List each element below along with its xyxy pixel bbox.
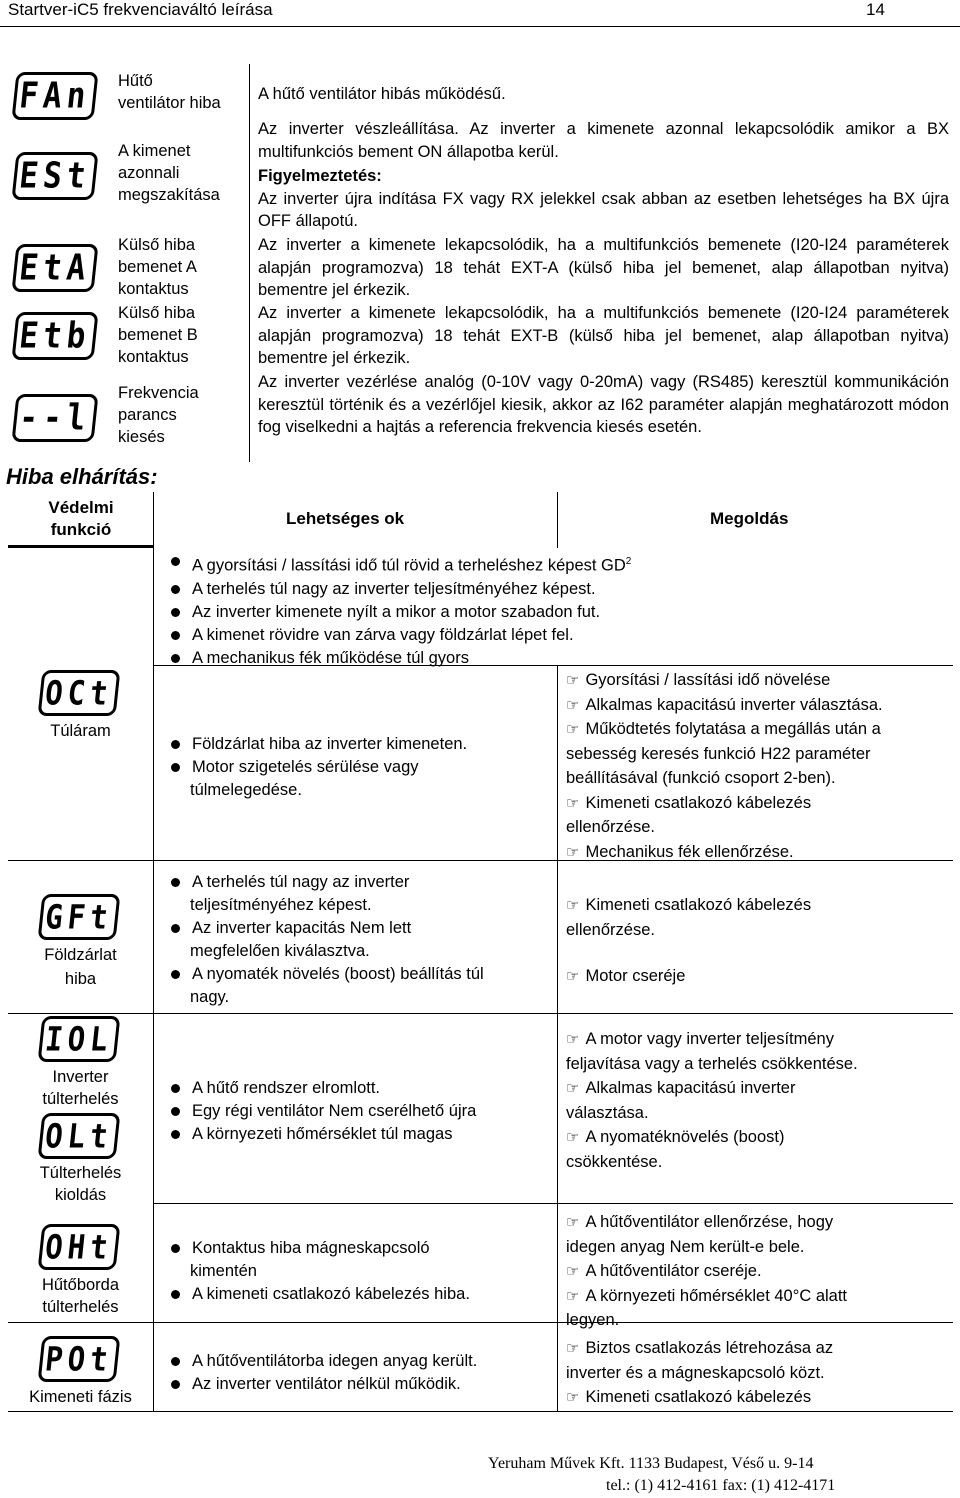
list-item: Egy régi ventilátor Nem cserélhető újra xyxy=(158,1100,553,1123)
output-phase-solutions: ☞ Biztos csatlakozás létrehozása az inverter és a mágneskapcsoló közt. ☞ Kimeneti csatlakozó kábelezés xyxy=(566,1336,833,1410)
list-item: Motor szigetelés sérülése vagy xyxy=(158,756,553,779)
pointing-hand-icon: ☞ xyxy=(566,1128,580,1146)
output-phase-display-icon: POt xyxy=(38,1336,121,1382)
pointing-hand-icon: ☞ xyxy=(566,842,580,861)
ext-b-display-icon: Etb xyxy=(11,312,98,360)
top-table-divider xyxy=(249,64,250,462)
overcurrent-display-icon: OCt xyxy=(38,670,121,716)
fan-fault-display-icon: FAn xyxy=(11,72,98,120)
heatsink-overheat-label: Hűtőborda túlterhelés xyxy=(41,1276,120,1316)
overcurrent-solutions: ☞ Gyorsítási / lassítási idő növelése ☞ Alkalmas kapacitású inverter választása. ☞ Működtetés folytatása a megállás után a sebesség keresés funkció H22 paraméter beállításával (funkció csoport 2-ben). ☞ Kimeneti csatlakozó kábelezés ellenőrzése. ☞ Mechanikus fék ellenőrzése. xyxy=(566,668,883,864)
pointing-hand-icon: ☞ xyxy=(566,720,580,738)
list-item: A terhelés túl nagy az inverter xyxy=(158,871,553,894)
table-bottom-line xyxy=(8,1411,953,1412)
list-item: A mechanikus fék működése túl gyors xyxy=(158,647,758,670)
output-phase-label: Kimeneti fázis xyxy=(29,1388,132,1406)
row-divider-4 xyxy=(153,1203,953,1204)
pointing-hand-icon: ☞ xyxy=(566,695,580,714)
list-item: Az inverter ventilátor nélkül működik. xyxy=(158,1373,553,1396)
pointing-hand-icon: ☞ xyxy=(566,793,580,812)
heatsink-overheat-causes xyxy=(158,1237,553,1306)
overload-trip-label: Túlterhelés kioldás xyxy=(39,1164,122,1204)
pointing-hand-icon: ☞ xyxy=(566,1339,580,1357)
ground-fault-label: Földzárlat hiba xyxy=(44,946,117,988)
list-item: A környezeti hőmérséklet túl magas xyxy=(158,1123,553,1146)
warning-text: Az inverter újra indítása FX vagy RX jelekkel csak abban az esetben lehetséges ha BX újra OFF állapotú. xyxy=(258,189,949,230)
pointing-hand-icon: ☞ xyxy=(566,1030,580,1048)
pointing-hand-icon: ☞ xyxy=(566,671,580,689)
overload-solutions: ☞ A motor vagy inverter teljesítmény feljavítása vagy a terhelés csökkentése. ☞ Alkalmas kapacitású inverter választása. ☞ A nyomatéknövelés (boost) csökkentése. xyxy=(566,1027,858,1174)
estop-label: A kimenet azonnali megszakítása xyxy=(118,142,220,204)
ground-fault-solutions: ☞ Kimeneti csatlakozó kábelezés ellenőrzése. ☞ Motor cseréje xyxy=(566,893,811,989)
inverter-overload-display-icon: IOL xyxy=(38,1016,121,1062)
warning-title: Figyelmeztetés: xyxy=(258,167,382,185)
overcurrent-general-causes xyxy=(158,550,758,670)
list-item-continuation: kimentén xyxy=(190,1262,257,1280)
col-header-function: Védelmi funkció xyxy=(48,498,114,539)
output-phase-causes xyxy=(158,1350,553,1396)
pointing-hand-icon: ☞ xyxy=(566,1262,580,1280)
pointing-hand-icon: ☞ xyxy=(566,896,580,914)
ext-b-description: Az inverter a kimenete lekapcsolódik, ha a multifunkciós bemenete (I20-I24 paraméterek alapján programozva) 18 tehát EXT-B (külső hiba jel bemenet, alap állapotban nyitva) bementre jel érkezik. xyxy=(258,304,949,367)
overcurrent-label: Túláram xyxy=(50,722,111,740)
list-item-continuation: megfelelően kiválasztva. xyxy=(190,942,370,960)
list-item: A hűtőventilátorba idegen anyag került. xyxy=(158,1350,553,1373)
header-divider xyxy=(0,26,960,27)
list-item-continuation: teljesítményéhez képest. xyxy=(190,896,372,914)
overload-causes xyxy=(158,1077,553,1146)
list-item: Az inverter kimenete nyílt a mikor a motor szabadon fut. xyxy=(158,601,758,624)
pointing-hand-icon: ☞ xyxy=(566,1213,580,1231)
col-header-solution: Megoldás xyxy=(710,509,789,528)
estop-description: Az inverter vészleállítása. Az inverter a kimenete azonnal lekapcsolódik amikor a BX multifunkciós bement ON állapotba kerül. Figyelmeztetés: Az inverter újra indítása FX vagy RX jelekkel csak abban az esetben lehetséges ha BX újra OFF állapotú. xyxy=(258,118,949,233)
ground-fault-display-icon: GFt xyxy=(38,894,121,940)
header-underline xyxy=(8,545,153,548)
causes-col-divider xyxy=(557,665,558,1412)
heatsink-overheat-display-icon: OHt xyxy=(38,1224,121,1270)
document-title: Startver-iC5 frekvenciaváltó leírása xyxy=(8,0,273,19)
freq-loss-label: Frekvencia parancs kiesés xyxy=(118,384,199,446)
list-item-continuation: nagy. xyxy=(190,988,230,1006)
list-item: A gyorsítási / lassítási idő túl rövid a terheléshez képest $GD^2$ xyxy=(158,550,758,578)
list-item: A kimeneti csatlakozó kábelezés hiba. xyxy=(158,1283,553,1306)
pointing-hand-icon: ☞ xyxy=(566,1079,580,1097)
ext-a-description: Az inverter a kimenete lekapcsolódik, ha a multifunkciós bemenete (I20-I24 paraméterek alapján programozva) 18 tehát EXT-A (külső hiba jel bemenet, alap állapotban nyitva) bementre jel érkezik. xyxy=(258,236,949,299)
footer-contact: tel.: (1) 412-4161 fax: (1) 412-4171 xyxy=(606,1477,836,1494)
function-col-divider xyxy=(153,492,154,1412)
ext-b-label: Külső hiba bemenet B kontaktus xyxy=(118,304,198,366)
overload-trip-display-icon: OLt xyxy=(38,1113,121,1159)
col-header-causes: Lehetséges ok xyxy=(286,509,405,528)
ground-fault-causes xyxy=(158,871,553,1009)
header-col-divider xyxy=(557,492,558,548)
list-item: A kimenet rövidre van zárva vagy földzárlat lépet fel. xyxy=(158,624,758,647)
page-number: 14 xyxy=(866,0,885,19)
fan-fault-label: Hűtő ventilátor hiba xyxy=(118,72,221,112)
freq-loss-display-icon: --l xyxy=(11,394,98,442)
ext-a-display-icon: EtA xyxy=(11,244,98,292)
troubleshooting-title: Hiba elhárítás: xyxy=(6,464,158,489)
overcurrent-causes xyxy=(158,733,553,802)
freq-loss-description: Az inverter vezérlése analóg (0-10V vagy 0-20mA) vagy (RS485) keresztül kommunikáción keresztül történik és a vezérlőjel kiesik, akkor az I62 paraméter alapján meghatározott módon fog viselkedni a hajtás a referencia frekvencia kiesés esetén. xyxy=(258,373,949,436)
inverter-overload-label: Inverter túlterhelés xyxy=(42,1068,119,1108)
list-item: Földzárlat hiba az inverter kimeneten. xyxy=(158,733,553,756)
footer-address: Yeruham Művek Kft. 1133 Budapest, Véső u. 9-14 xyxy=(488,1455,814,1472)
pointing-hand-icon: ☞ xyxy=(566,967,580,985)
estop-display-icon: ESt xyxy=(11,152,98,200)
list-item: A nyomaték növelés (boost) beállítás túl xyxy=(158,963,553,986)
pointing-hand-icon: ☞ xyxy=(566,1286,580,1305)
list-item-continuation: túlmelegedése. xyxy=(190,781,302,799)
fan-fault-description: A hűtő ventilátor hibás működésű. xyxy=(258,85,506,103)
list-item: A terhelés túl nagy az inverter teljesítményéhez képest. xyxy=(158,578,758,601)
heatsink-overheat-solutions: ☞ A hűtőventilátor ellenőrzése, hogy idegen anyag Nem került-e bele. ☞ A hűtőventilátor cseréje. ☞ A környezeti hőmérséklet 40°C alatt legyen. xyxy=(566,1210,847,1333)
list-item: A hűtő rendszer elromlott. xyxy=(158,1077,553,1100)
list-item: Az inverter kapacitás Nem lett xyxy=(158,917,553,940)
pointing-hand-icon: ☞ xyxy=(566,1388,580,1406)
ext-a-label: Külső hiba bemenet A kontaktus xyxy=(118,236,197,298)
list-item: Kontaktus hiba mágneskapcsoló xyxy=(158,1237,553,1260)
row-divider-3 xyxy=(8,1013,953,1014)
